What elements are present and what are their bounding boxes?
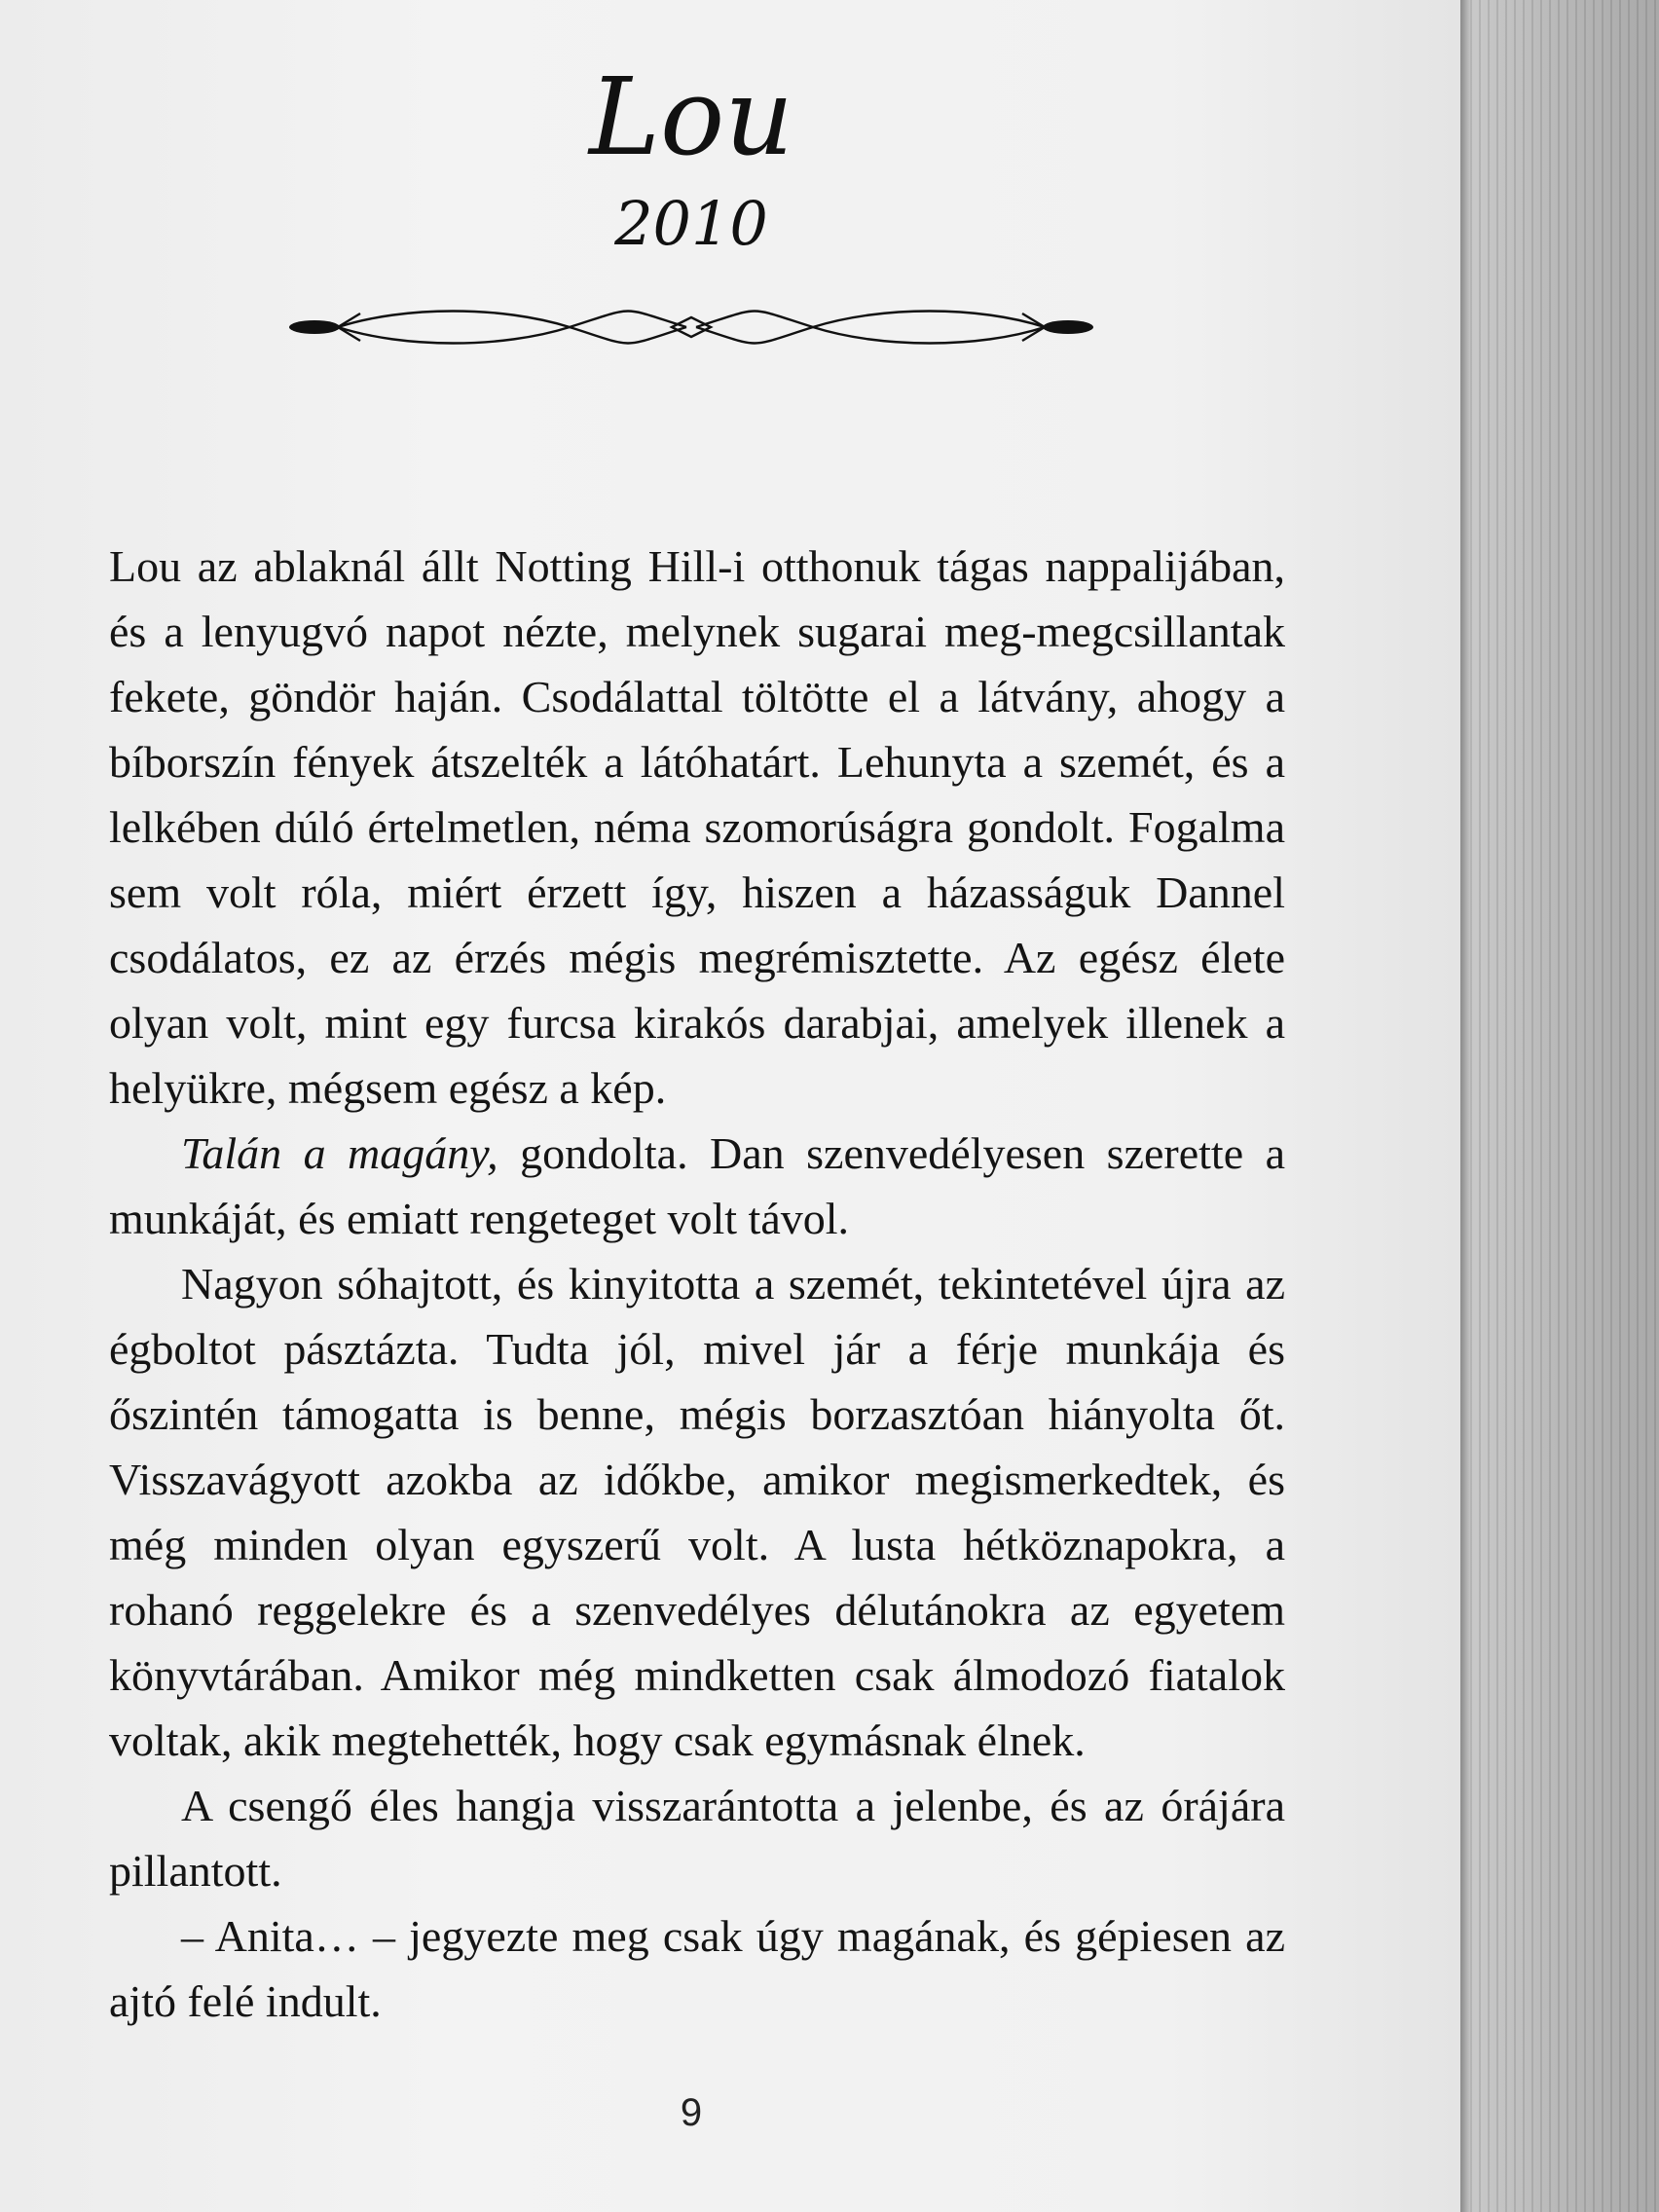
book-page-edges [1470, 0, 1659, 2212]
italic-phrase: Talán a magány, [181, 1128, 498, 1178]
flourish-divider-icon [287, 302, 1095, 352]
paragraph: A csengő éles hangja visszarántotta a jelenbe, és az órájára pillantott. [109, 1781, 1285, 1896]
paragraph: Nagyon sóhajtott, és kinyitotta a szemét, tekintetével újra az égboltot pásztázta. Tudta jól, mivel jár a férje munkája és őszintén támogatta is benne, mégis borzasztóan hiányolta őt. Visszavágyott azokba az időkbe, amikor megismerkedtek, és még minden olyan egyszerű volt. A lusta hétköznapokra, a rohanó reggelekre és a szenvedélyes délutánokra az egyetem könyvtárában. Amikor még mindketten csak álmodozó fiatalok voltak, akik megtehették, hogy csak egymásnak élnek. [109, 1259, 1285, 1765]
page-gutter-shadow [1460, 0, 1470, 2212]
paragraph: Lou az ablaknál állt Notting Hill-i otthonuk tágas nappalijában, és a lenyugvó napot nézte, melynek sugarai meg-megcsillantak fekete, göndör haján. Csodálattal töltötte el a látvány, ahogy a bíborszín fények átszelték a látóhatárt. Lehunyta a szemét, és a lelkében dúló értelmetlen, néma szomorúságra gondolt. Fogalma sem volt róla, miért érzett így, hiszen a házasságuk Dannel csodálatos, ez az érzés mégis megrémisztette. Az egész élete olyan volt, mint egy furcsa kirakós darabjai, amelyek illenek a helyükre, mégsem egész a kép. [109, 541, 1285, 1113]
page-number: 9 [680, 2091, 703, 2134]
paragraph: – Anita… – jegyezte meg csak úgy magának, és gépiesen az ajtó felé indult. [109, 1911, 1285, 2026]
paragraph-text: gondolta. Dan szenvedélyesen szerette a munkáját, és emiatt rengeteget volt távol. [109, 1128, 1285, 1243]
paragraph [109, 1121, 1285, 1251]
body-text [109, 534, 1285, 2034]
chapter-title: Lou [588, 55, 794, 179]
chapter-year: 2010 [614, 188, 768, 259]
